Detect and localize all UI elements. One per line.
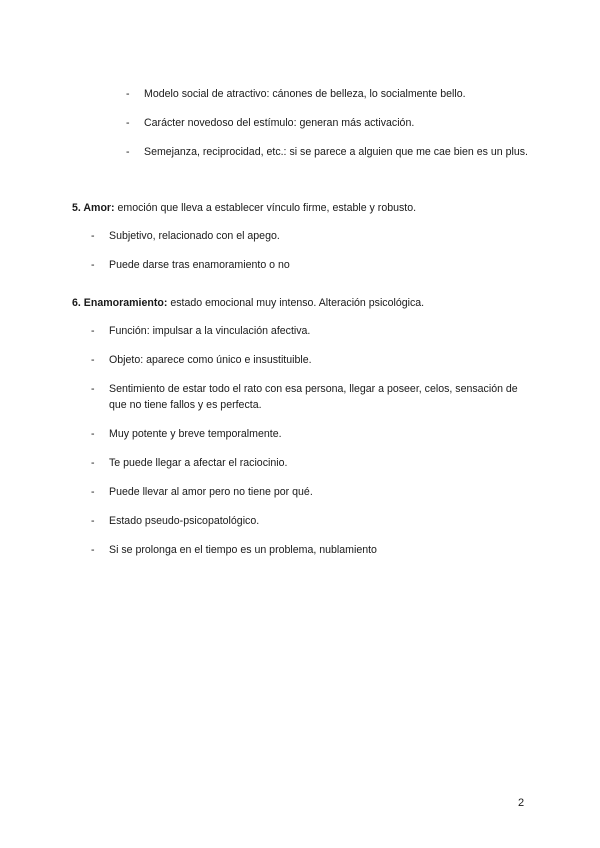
bullet-dash: - [91,485,95,498]
list-item [91,485,534,501]
enamoramiento-list [91,324,534,572]
amor-title: 5. Amor: [72,202,115,214]
attraction-factors-list [126,87,534,174]
list-item-text: Puede darse tras enamoramiento o no [109,259,290,271]
bullet-dash: - [91,230,95,242]
list-item-text: Carácter novedoso del estímulo: generan más activación. [144,117,415,129]
enamoramiento-title: 6. Enamoramiento: [72,297,168,309]
list-item-text: Te puede llegar a afectar el raciocinio. [109,456,288,469]
list-item-text: Objeto: aparece como único e insustituible. [109,354,312,366]
list-item [91,258,534,274]
list-item [126,145,534,161]
bullet-dash: - [91,543,95,556]
bullet-dash: - [91,456,95,469]
list-item [91,456,534,472]
list-item [91,353,534,369]
bullet-dash: - [91,383,95,395]
enamoramiento-section-heading [72,296,532,312]
list-item-text: Muy potente y breve temporalmente. [109,427,282,440]
bullet-dash: - [91,514,95,527]
list-item [91,514,534,530]
list-item [91,229,534,245]
amor-definition: emoción que lleva a establecer vínculo firme, estable y robusto. [114,202,417,214]
list-item-text: Puede llevar al amor pero no tiene por qué. [109,485,313,498]
list-item-text: Semejanza, reciprocidad, etc.: si se parece a alguien que me cae bien es un plus. [144,146,528,158]
enamoramiento-definition: estado emocional muy intenso. Alteración psicológica. [167,297,425,309]
list-item [91,543,534,559]
list-item [91,427,534,443]
page-number: 2 [518,797,525,809]
list-item-text: Modelo social de atractivo: cánones de belleza, lo socialmente bello. [144,88,466,100]
bullet-dash: - [126,146,130,158]
bullet-dash: - [91,259,95,271]
list-item [91,324,534,340]
list-item-text: Función: impulsar a la vinculación afectiva. [109,325,311,337]
list-item [126,87,534,103]
list-item-text: Sentimiento de estar todo el rato con esa persona, llegar a poseer, celos, sensación de que no tiene fallos y es perfecta. [109,383,518,411]
list-item-text: Estado pseudo-psicopatológico. [109,514,260,527]
list-item [126,116,534,132]
bullet-dash: - [91,427,95,440]
bullet-dash: - [126,117,130,129]
list-item-text: Si se prolonga en el tiempo es un problema, nublamiento [109,543,377,556]
list-item [91,382,534,413]
amor-list [91,229,534,287]
bullet-dash: - [126,88,130,100]
bullet-dash: - [91,354,95,366]
amor-section-heading [72,201,532,217]
bullet-dash: - [91,325,95,337]
list-item-text: Subjetivo, relacionado con el apego. [109,230,280,242]
